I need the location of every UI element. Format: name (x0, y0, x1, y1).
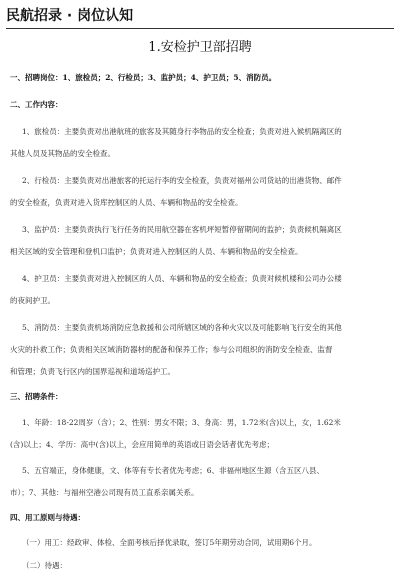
employment-terms: （一）用工：经政审、体检、全面考核后择优录取，签订5年期劳动合同，试用期6个月。 (22, 538, 317, 547)
section-job-duties-heading: 二、工作内容： (10, 100, 63, 109)
employment-benefits: （二）待遇： (22, 561, 67, 570)
requirements-line-2: (含)以上；4、学历：高中(含)以上，会应用简单的英语或日语会话者优先考虑； (10, 440, 274, 449)
page-header: 民航招录 · 岗位认知 (6, 6, 394, 29)
document-title: 1.安检护卫部招聘 (148, 40, 252, 55)
requirements-line-3: 5、五官端正，身体健康，文、体等有专长者优先考虑；6、非福州地区生源（含五区八县、 (22, 466, 325, 475)
section-requirements-heading: 三、招聘条件： (10, 392, 63, 401)
duty-passenger-inspector: 1、旅检员：主要负责对出港航班的旅客及其随身行李物品的安全检查；负责对进入候机隔离区的 (22, 127, 342, 136)
section-recruitment-positions: 一、招聘岗位：1、旅检员；2、行检员；3、监护员；4、护卫员；5、消防员。 (10, 73, 277, 82)
duty-security-guard: 4、护卫员：主要负责对进入控制区的人员、车辆和物品的安全检查；负责对候机楼和公司办公楼 (22, 274, 342, 283)
duty-passenger-inspector-cont: 其他人员及其物品的安全检查。 (10, 149, 115, 158)
duty-firefighter: 5、消防员：主要负责机场消防应急救援和公司所辖区域的各种火灾以及可能影响飞行安全的其他 (22, 323, 342, 332)
duty-firefighter-cont-2: 和管理；负责飞行区内的国界巡视和道场巡护工。 (10, 367, 175, 376)
duty-guard-monitor: 3、监护员：主要负责执行飞行任务的民用航空器在客机坪短暂停留期间的监护；负责候机隔离区 (22, 225, 342, 234)
requirements-line-4: 市）；7、其他：与福州空港公司现有员工直系亲属关系。 (10, 488, 199, 497)
section-employment-heading: 四、用工原则与待遇： (10, 513, 85, 522)
duty-firefighter-cont-1: 火灾的扑救工作；负责相关区域消防器材的配备和保养工作；参与公司组织的消防安全检查、监督 (10, 345, 333, 354)
duty-baggage-inspector: 2、行检员：主要负责对出港旅客的托运行李的安全检查，负责对福州公司货站的出港货物、邮件 (22, 176, 342, 185)
duty-security-guard-cont: 的夜间护卫。 (10, 296, 55, 305)
duty-guard-monitor-cont: 相关区域的安全管理和登机口监护；负责对进入控制区的人员、车辆和物品的安全检查。 (10, 247, 303, 256)
duty-baggage-inspector-cont: 的安全检查，负责对进入货库控制区的人员、车辆和物品的安全检查。 (10, 198, 243, 207)
requirements-line-1: 1、年龄：18-22周岁（含）；2、性别：男女不限；3、身高：男，1.72米(含)以上，女，1.62米 (22, 418, 341, 427)
